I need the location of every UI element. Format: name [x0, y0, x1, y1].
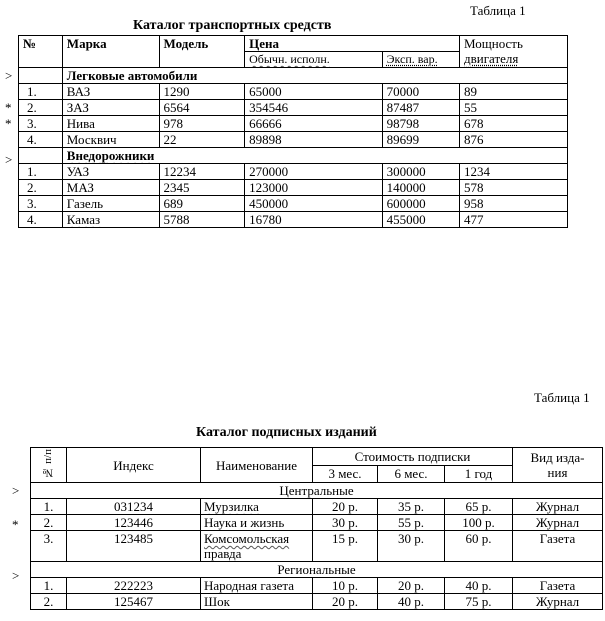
- col-brand-header: Марка: [62, 36, 159, 68]
- col-num-header: №: [19, 36, 63, 68]
- table2-title: Каталог подписных изданий: [196, 425, 377, 440]
- subscription-catalog-table: [30, 447, 603, 610]
- table-row: 4. Москвич 22 89898 89699 876: [19, 132, 568, 148]
- col-price-header: Цена: [245, 36, 460, 52]
- col-price-export-header: Эксп. вар.: [382, 52, 459, 68]
- table-row: 3. 123485 Комсомольская правда 15 р. 30 р. 60 р. Газета: [31, 531, 603, 562]
- table-row: 2. МАЗ 2345 123000 140000 578: [19, 180, 568, 196]
- col-power-header: Мощность двигателя: [460, 36, 568, 68]
- col-cost-header: Стоимость подписки: [313, 448, 513, 466]
- table-row: 1. 222223 Народная газета 10 р. 20 р. 40 р. Газета: [31, 578, 603, 594]
- group-row: [19, 148, 568, 164]
- table2-caption: Таблица 1: [534, 390, 590, 405]
- table-row: 2. 125467 Шок 20 р. 40 р. 75 р. Журнал: [31, 594, 603, 610]
- col-price-regular-header: Обычн. исполн.: [245, 52, 383, 68]
- col-name-header: Наименование: [201, 448, 313, 483]
- table1-caption: Таблица 1: [470, 3, 526, 18]
- table-header-row: [19, 36, 568, 52]
- table1-title: Каталог транспортных средств: [133, 18, 332, 33]
- col-6m-header: 6 мес.: [378, 465, 445, 483]
- table-row: 2. ЗАЗ 6564 354546 87487 55: [19, 100, 568, 116]
- row-marker: *: [5, 116, 12, 131]
- table-header-row: [31, 448, 603, 466]
- col-model-header: Модель: [159, 36, 245, 68]
- col-index-header: Индекс: [67, 448, 201, 483]
- table-row: 1. ВАЗ 1290 65000 70000 89: [19, 84, 568, 100]
- row-marker: *: [5, 100, 12, 115]
- col-1y-header: 1 год: [445, 465, 513, 483]
- col-3m-header: 3 мес.: [313, 465, 378, 483]
- group-name: Региональные: [31, 562, 603, 578]
- group-marker: >: [12, 483, 20, 498]
- col-type-header: Вид изда- ния: [513, 448, 603, 483]
- table-row: 1. 031234 Мурзилка 20 р. 35 р. 65 р. Журнал: [31, 499, 603, 515]
- group-row: [19, 68, 568, 84]
- group-marker: >: [12, 568, 20, 583]
- col-num-header: № п/п: [31, 448, 67, 483]
- group-name: Внедорожники: [62, 148, 567, 164]
- group-name: Центральные: [31, 483, 603, 499]
- table-row: 2. 123446 Наука и жизнь 30 р. 55 р. 100 р. Журнал: [31, 515, 603, 531]
- row-marker: *: [12, 517, 19, 532]
- group-row: [31, 562, 603, 578]
- group-row: [31, 483, 603, 499]
- table-row: 1. УАЗ 12234 270000 300000 1234: [19, 164, 568, 180]
- group-marker: >: [5, 68, 13, 83]
- vehicle-catalog-table: [18, 35, 568, 228]
- group-name: Легковые автомобили: [62, 68, 567, 84]
- table-row: 3. Нива 978 66666 98798 678: [19, 116, 568, 132]
- table-row: 3. Газель 689 450000 600000 958: [19, 196, 568, 212]
- group-marker: >: [5, 152, 13, 167]
- table-row: 4. Камаз 5788 16780 455000 477: [19, 212, 568, 228]
